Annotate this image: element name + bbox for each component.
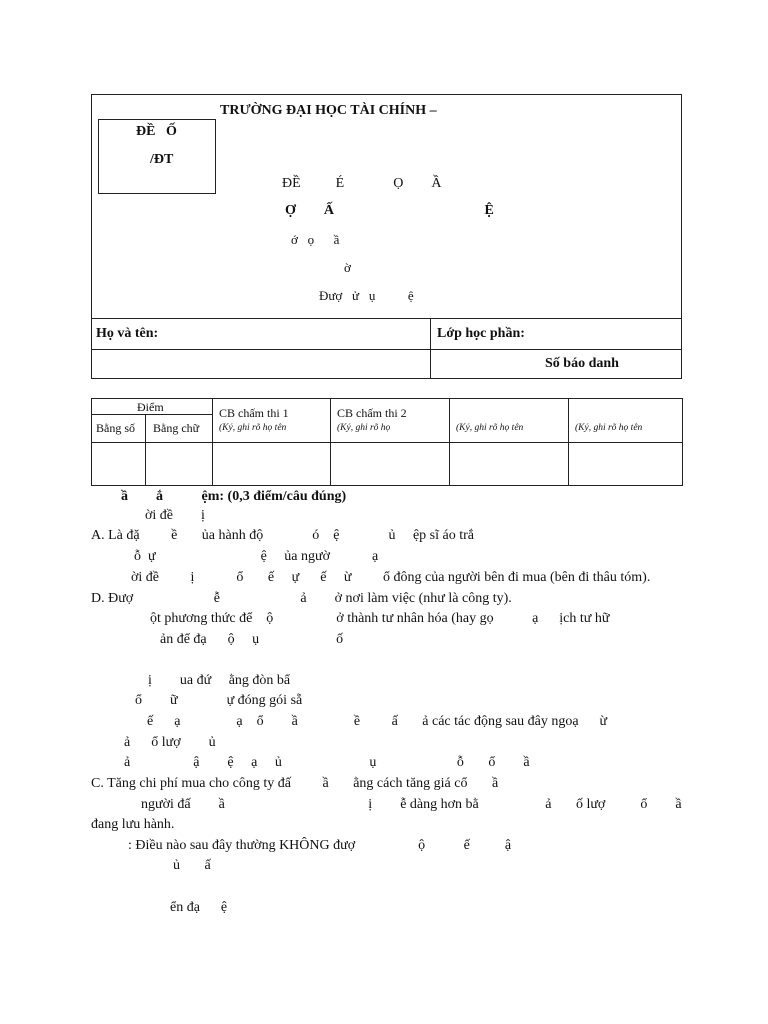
student-col-divider bbox=[430, 318, 431, 379]
exam-info-line3: ớ ọ ầ bbox=[291, 232, 340, 247]
grader1-note: (Ký, ghi rõ họ tên bbox=[219, 423, 287, 433]
score-col-divider-5 bbox=[568, 398, 569, 486]
content-line: : Điều nào sau đây thường KHÔNG đượ ộ ế ậ bbox=[128, 838, 512, 853]
university-name: TRƯỜNG ĐẠI HỌC TÀI CHÍNH – bbox=[220, 103, 437, 118]
student-name-label: Họ và tên: bbox=[96, 326, 159, 341]
score-by-number: Bằng số bbox=[96, 421, 135, 435]
content-line: ổ ữ ự đóng gói sẵ bbox=[135, 693, 303, 708]
student-id-label: Số báo danh bbox=[545, 356, 619, 371]
content-line: ột phương thức để ộ ở thành tư nhân hóa (hay gọ ạ ịch tư hữ bbox=[150, 611, 610, 626]
content-line: ỗ ự ệ ủa ngườ ạ bbox=[134, 549, 379, 564]
header-divider bbox=[91, 318, 682, 319]
exam-info-line4: ờ bbox=[344, 260, 351, 275]
content-line: ủ ấ bbox=[173, 858, 211, 873]
content-line: ản để đạ ộ ụ ố bbox=[160, 632, 344, 647]
content-line: ển đạ ệ bbox=[170, 900, 228, 915]
grader2-note: (Ký, ghi rõ họ bbox=[337, 423, 391, 433]
col6-note: (Ký, ghi rõ họ tên bbox=[575, 423, 643, 433]
score-col-divider-1 bbox=[145, 414, 146, 486]
content-line: D. Đượ ễ ả ở nơi làm việc (như là công ty). bbox=[91, 591, 512, 606]
content-line: ế ạ ạ ổ ầ ề ấ ả các tác động sau đây ngoạ ừ bbox=[147, 714, 608, 729]
grader1-label: CB chấm thi 1 bbox=[219, 406, 289, 420]
content-line: ời đề ị bbox=[145, 508, 205, 523]
section-title: ầ ắ ệm: (0,3 điểm/câu đúng) bbox=[121, 489, 347, 504]
content-line: người đấ ầ ị ễ dàng hơn bằ ả ố lượ ổ ầ bbox=[141, 797, 682, 812]
student-row-divider bbox=[91, 349, 682, 350]
class-label: Lớp học phần: bbox=[437, 326, 525, 341]
content-line: ả ổ lượ ủ bbox=[124, 735, 216, 750]
content-line: ời đề ị ổ ế ự ế ừ ổ đông của người bên đi mua (bên đi thâu tóm). bbox=[131, 570, 651, 585]
exam-title-line2: Ợ Ấ Ệ bbox=[285, 203, 494, 218]
exam-title-line1: ĐỀ É Ọ Ầ bbox=[282, 176, 442, 191]
exam-code-line2: /ĐT bbox=[150, 152, 174, 167]
exam-code-line1: ĐỀ Ố bbox=[136, 124, 177, 139]
content-line: ị ua đứ ằng đòn bẩ bbox=[148, 673, 291, 688]
score-col-divider-2 bbox=[212, 398, 213, 486]
content-line: C. Tăng chi phí mua cho công ty đấ ầ ằng cách tăng giá cổ ầ bbox=[91, 776, 499, 791]
content-line: ả ậ ệ ạ ủ ụ ỗ ổ ầ bbox=[124, 755, 530, 770]
score-table-header-divider bbox=[91, 442, 683, 443]
content-line: A. Là đặ ề ủa hành độ ó ệ ủ ệp sĩ áo trắ bbox=[91, 528, 474, 543]
exam-info-line5: Đượ ử ụ ệ bbox=[319, 288, 414, 303]
score-header: Điểm bbox=[137, 400, 164, 414]
score-col-divider-4 bbox=[449, 398, 450, 486]
col5-note: (Ký, ghi rõ họ tên bbox=[456, 423, 524, 433]
score-by-words: Bằng chữ bbox=[153, 421, 200, 435]
grader2-label: CB chấm thi 2 bbox=[337, 406, 407, 420]
score-col-divider-3 bbox=[330, 398, 331, 486]
content-line: đang lưu hành. bbox=[91, 817, 175, 832]
